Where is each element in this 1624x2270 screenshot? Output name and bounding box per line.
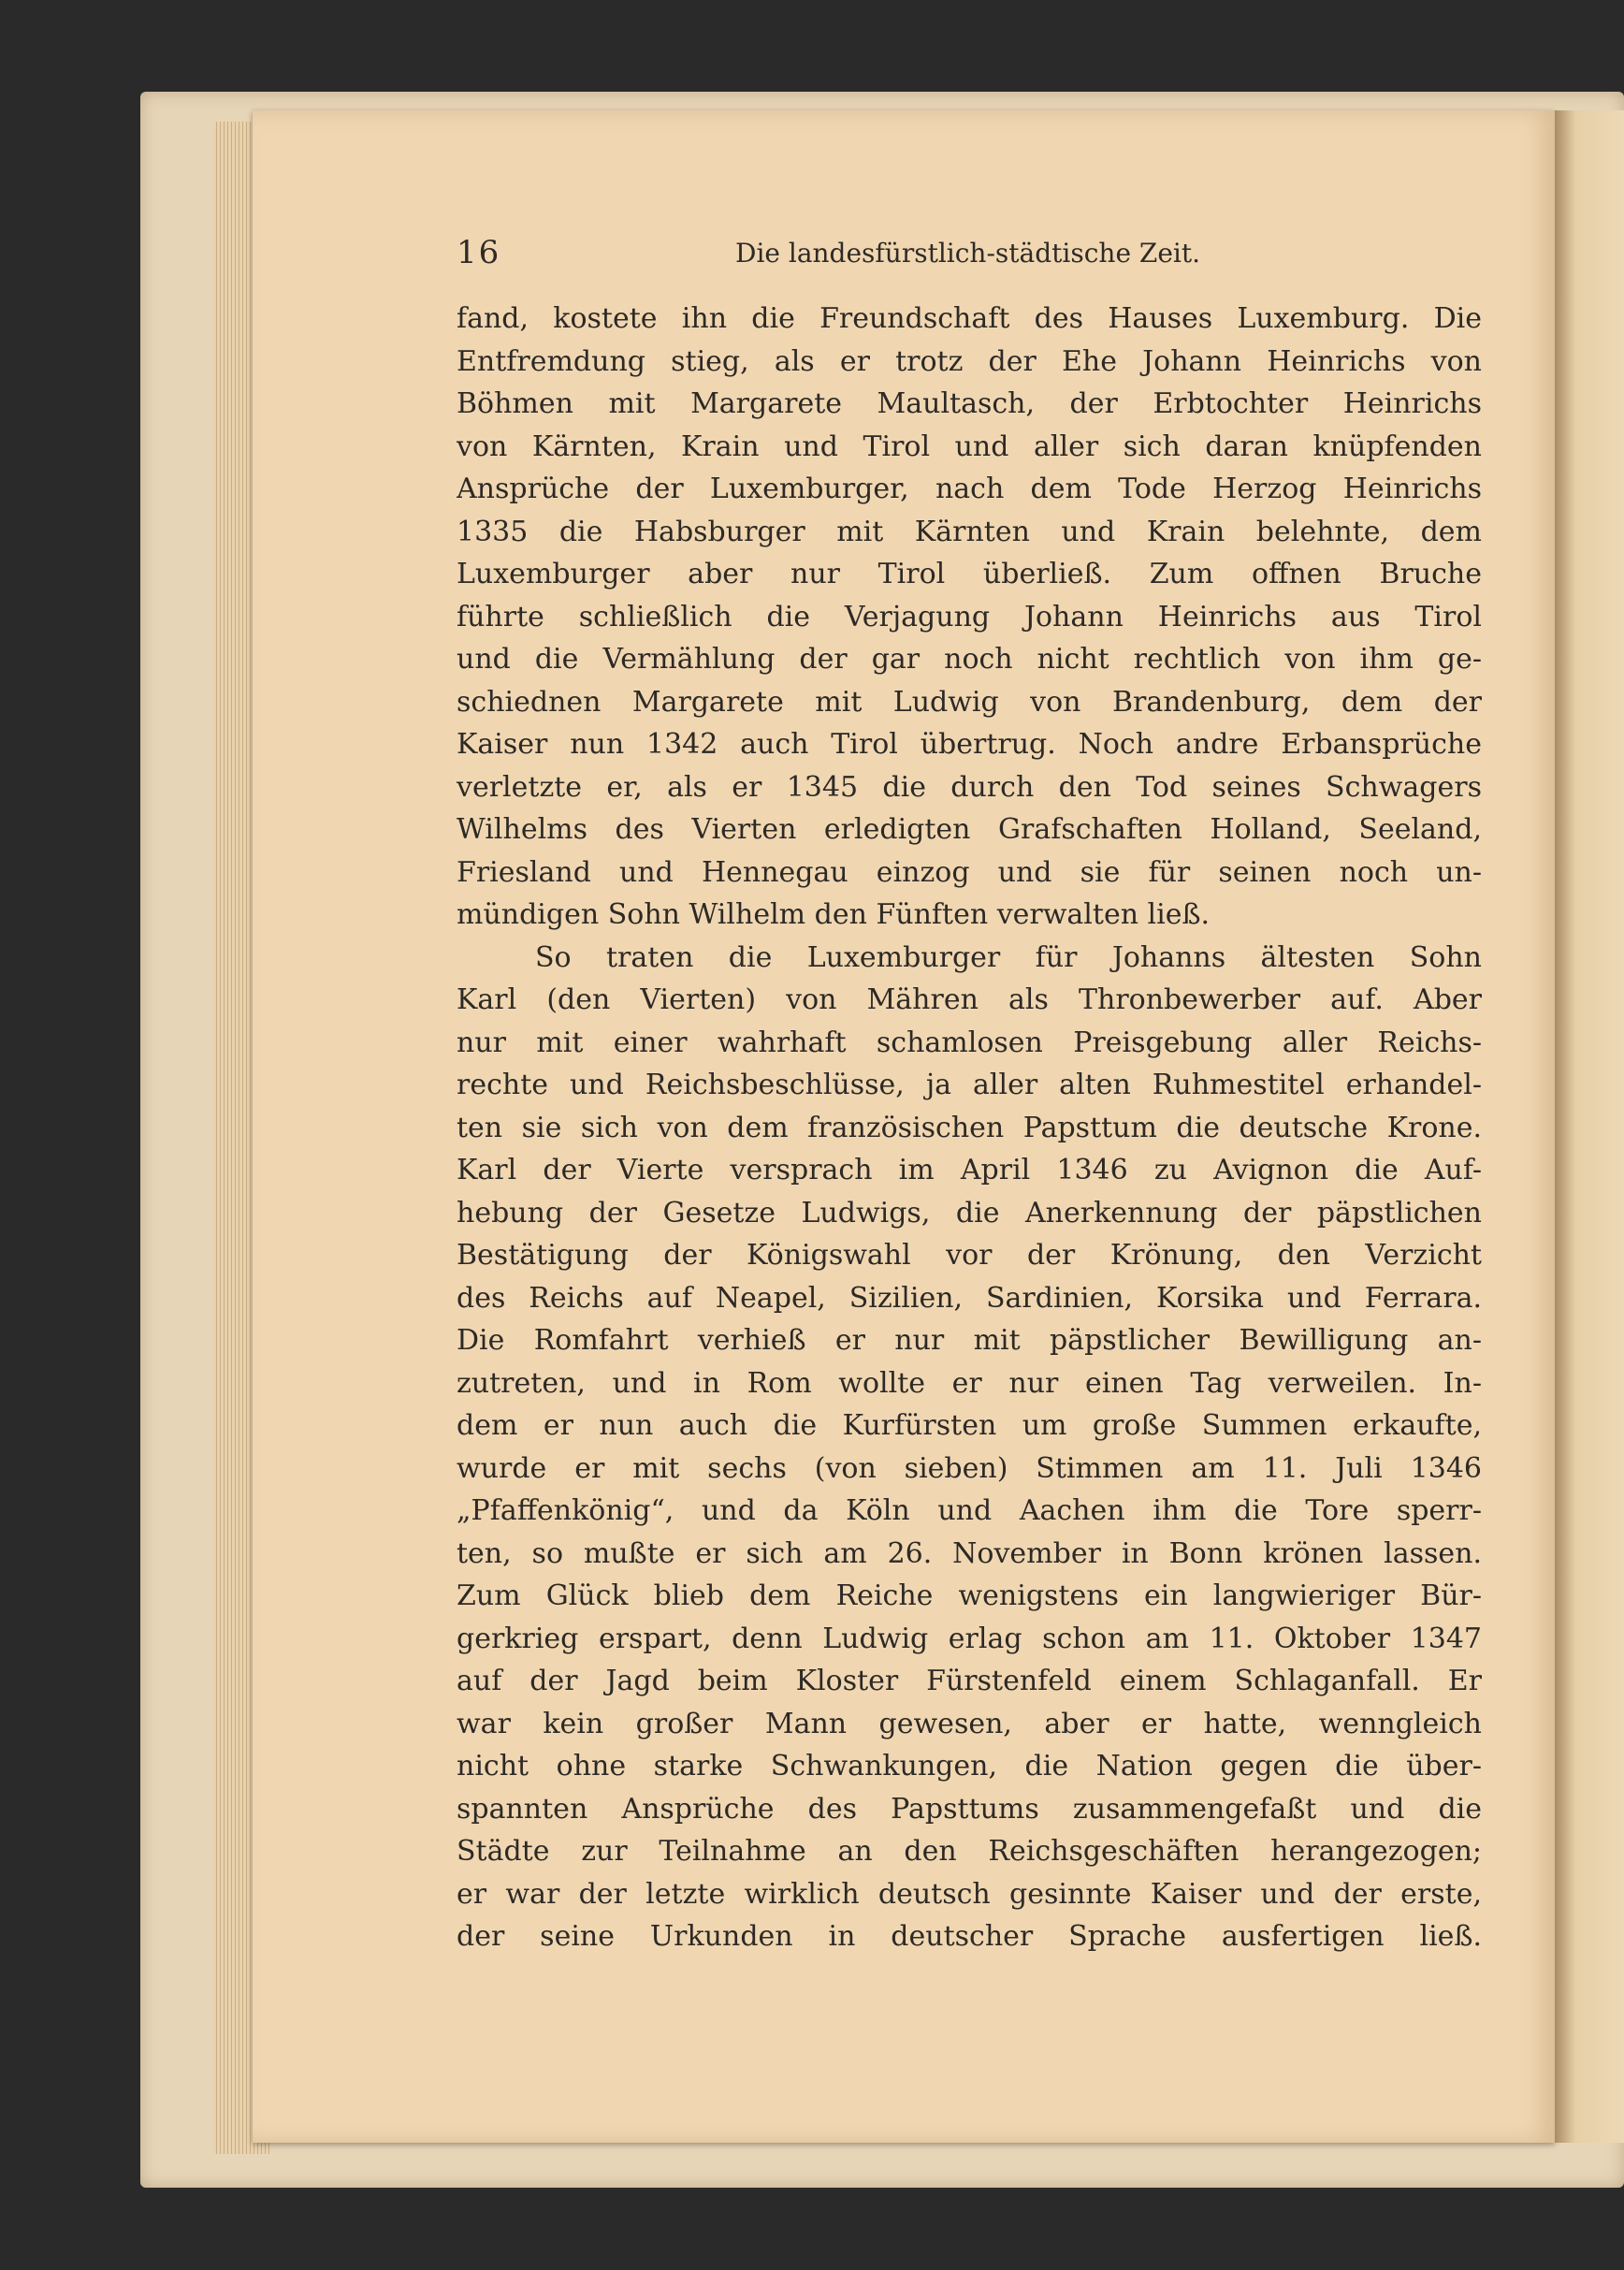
text-line: war kein großer Mann gewesen, aber er hatte, wenngleich: [457, 1707, 1482, 1740]
text-line: Karl der Vierte versprach im April 1346 zu Avignon die Auf-: [457, 1154, 1482, 1186]
text-line: Bestätigung der Königswahl vor der Krönung, den Verzicht: [457, 1239, 1482, 1272]
text-line: spannten Ansprüche des Papsttums zusammengefaßt und die: [457, 1792, 1482, 1826]
text-line: des Reichs auf Neapel, Sizilien, Sardinien, Korsika und Ferrara.: [457, 1281, 1482, 1315]
text-line: Wilhelms des Vierten erledigten Grafschaften Holland, Seeland,: [457, 813, 1482, 846]
text-line: er war der letzte wirklich deutsch gesinnte Kaiser und der erste,: [457, 1877, 1482, 1911]
text-line: 1335 die Habsburger mit Kärnten und Krain belehnte, dem: [457, 515, 1482, 548]
text-line: ten sie sich von dem französischen Papsttum die deutsche Krone.: [457, 1111, 1482, 1144]
text-line: Luxemburger aber nur Tirol überließ. Zum offnen Bruche: [457, 558, 1482, 590]
text-line: auf der Jagd beim Kloster Fürstenfeld einem Schlaganfall. Er: [457, 1665, 1482, 1697]
text-line: dem er nun auch die Kurfürsten um große Summen erkaufte,: [457, 1409, 1482, 1442]
book-gutter: [1555, 110, 1624, 2143]
text-line: Zum Glück blieb dem Reiche wenigstens ein langwieriger Bür-: [457, 1579, 1482, 1612]
text-line: wurde er mit sechs (von sieben) Stimmen am 11. Juli 1346: [457, 1451, 1482, 1485]
text-line: nicht ohne starke Schwankungen, die Nation gegen die über-: [457, 1750, 1482, 1783]
text-line: gerkrieg erspart, denn Ludwig erlag schon am 11. Oktober 1347: [457, 1622, 1482, 1655]
running-title: Die landesfürstlich-städtische Zeit.: [735, 238, 1201, 269]
text-line: Die Romfahrt verhieß er nur mit päpstlicher Bewilligung an-: [457, 1324, 1482, 1357]
body-text: [457, 298, 1482, 1958]
text-line: und die Vermählung der gar noch nicht rechtlich von ihm ge-: [457, 643, 1482, 676]
text-line: hebung der Gesetze Ludwigs, die Anerkennung der päpstlichen: [457, 1196, 1482, 1230]
text-line: Entfremdung stieg, als er trotz der Ehe Johann Heinrichs von: [457, 344, 1482, 378]
text-line: mündigen Sohn Wilhelm den Fünften verwalten ließ.: [457, 898, 1211, 931]
text-line: nur mit einer wahrhaft schamlosen Preisgebung aller Reichs-: [457, 1026, 1482, 1059]
text-line: fand, kostete ihn die Freundschaft des Hauses Luxemburg. Die: [457, 302, 1482, 335]
text-line: ten, so mußte er sich am 26. November in Bonn krönen lassen.: [457, 1536, 1482, 1570]
text-line: zutreten, und in Rom wollte er nur einen Tag verweilen. In-: [457, 1366, 1482, 1400]
text-line: Karl (den Vierten) von Mähren als Thronbewerber auf. Aber: [457, 983, 1482, 1016]
page-header: [457, 234, 1482, 271]
text-line: Kaiser nun 1342 auch Tirol übertrug. Noch andre Erbansprüche: [457, 728, 1482, 761]
text-line: führte schließlich die Verjagung Johann Heinrichs aus Tirol: [457, 600, 1482, 633]
text-line: Städte zur Teilnahme an den Reichsgeschäften herangezogen;: [457, 1835, 1482, 1868]
text-line: rechte und Reichsbeschlüsse, ja aller alten Ruhmestitel erhandel-: [457, 1069, 1482, 1101]
text-line: Ansprüche der Luxemburger, nach dem Tode Herzog Heinrichs: [457, 473, 1482, 505]
text-line: schiednen Margarete mit Ludwig von Brandenburg, dem der: [457, 685, 1482, 719]
text-line: verletzte er, als er 1345 die durch den Tod seines Schwagers: [457, 770, 1482, 804]
text-line: der seine Urkunden in deutscher Sprache ausfertigen ließ.: [457, 1920, 1482, 1953]
text-line: Böhmen mit Margarete Maultasch, der Erbtochter Heinrichs: [457, 387, 1482, 420]
page-number: 16: [457, 234, 501, 271]
text-line: Friesland und Hennegau einzog und sie für seinen noch un-: [457, 855, 1482, 889]
text-line: „Pfaffenkönig“, und da Köln und Aachen ihm die Tore sperr-: [457, 1494, 1482, 1527]
text-line: von Kärnten, Krain und Tirol und aller sich daran knüpfenden: [457, 429, 1482, 463]
text-line: So traten die Luxemburger für Johanns ältesten Sohn: [535, 940, 1482, 974]
